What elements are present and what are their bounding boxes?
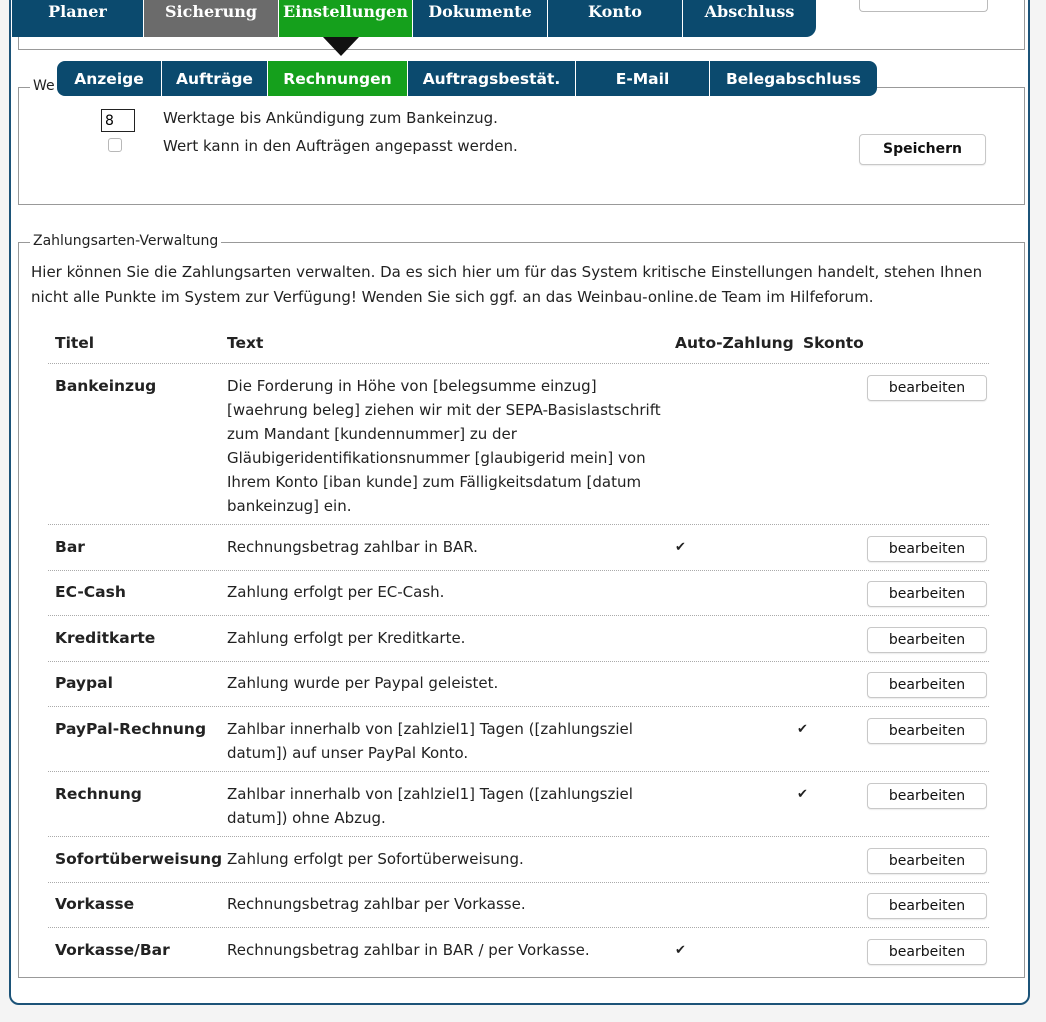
- column-header-text: Text: [227, 334, 264, 352]
- sub-nav: [57, 61, 877, 96]
- table-row: [48, 836, 989, 883]
- zahlungsarten-legend: Zahlungsarten-Verwaltung: [30, 233, 221, 249]
- edit-button[interactable]: bearbeiten: [867, 672, 987, 698]
- edit-button[interactable]: bearbeiten: [867, 848, 987, 874]
- table-row: [48, 363, 989, 525]
- payment-title: Kreditkarte: [55, 629, 156, 647]
- table-row: [48, 771, 989, 837]
- column-header-auto: Auto-Zahlung: [675, 334, 794, 352]
- sub-tab-auftraege[interactable]: Aufträge: [162, 61, 268, 96]
- table-row: [48, 882, 989, 928]
- bankeinzug-days-input[interactable]: [101, 109, 135, 132]
- payment-title: Paypal: [55, 674, 113, 692]
- payment-text: Zahlung wurde per Paypal geleistet.: [227, 674, 499, 692]
- skonto-check-icon: ✔: [797, 722, 808, 737]
- column-header-title: Titel: [55, 334, 95, 352]
- sub-tab-rechnungen[interactable]: Rechnungen: [268, 61, 408, 96]
- edit-button[interactable]: bearbeiten: [867, 783, 987, 809]
- main-tab-konto[interactable]: Konto: [548, 0, 683, 37]
- table-row: [48, 706, 989, 772]
- payment-title: Vorkasse: [55, 895, 135, 913]
- table-row: [48, 570, 989, 616]
- table-row: [48, 927, 989, 974]
- payment-text: Zahlung erfolgt per EC-Cash.: [227, 583, 445, 601]
- main-tab-dokumente[interactable]: Dokumente: [413, 0, 548, 37]
- adjustable-checkbox[interactable]: [108, 138, 122, 152]
- zahlungsarten-intro: Hier können Sie die Zahlungsarten verwalten. Da es sich hier um für das System kritische Einstellungen handelt, stehen Ihnen nicht alle Punkte im System zur Verfügung! Wenden Sie sich ggf. an das Weinbau-online.de Team im Hilfeforum.: [31, 263, 983, 306]
- payment-text: Zahlung erfolgt per Kreditkarte.: [227, 629, 466, 647]
- payment-title: Sofortüberweisung: [55, 850, 223, 868]
- main-tab-abschluss[interactable]: Abschluss: [704, 2, 795, 21]
- edit-button[interactable]: bearbeiten: [867, 939, 987, 965]
- table-row: [48, 661, 989, 707]
- main-tab-sicherung[interactable]: Sicherung: [144, 0, 279, 37]
- table-row: [48, 524, 989, 571]
- save-button[interactable]: Speichern: [859, 134, 986, 165]
- payment-title: EC-Cash: [55, 583, 126, 601]
- bankeinzug-legend: We: [30, 78, 58, 94]
- adjustable-label: Wert kann in den Aufträgen angepasst werden.: [163, 137, 518, 155]
- edit-button[interactable]: bearbeiten: [867, 581, 987, 607]
- edit-button[interactable]: bearbeiten: [867, 627, 987, 653]
- payment-title: Bankeinzug: [55, 377, 157, 395]
- payment-title: PayPal-Rechnung: [55, 720, 207, 738]
- payment-text: Die Forderung in Höhe von [belegsumme einzug] [waehrung beleg] ziehen wir mit der SEPA-Basislastschrift zum Mandant [kundennummer] zu der Gläubigeridentifikationsnummer [glaubigerid mein] von Ihrem Konto [iban kunde] zum Fälligkeitsdatum [datum bankeinzug] ein.: [227, 377, 661, 515]
- payment-text: Zahlung erfolgt per Sofortüberweisung.: [227, 850, 524, 868]
- active-tab-pointer-icon: [323, 37, 359, 56]
- edit-button[interactable]: bearbeiten: [867, 536, 987, 562]
- skonto-check-icon: ✔: [797, 787, 808, 802]
- payment-text: Zahlbar innerhalb von [zahlziel1] Tagen ([zahlungsziel datum]) auf unser PayPal Konto.: [227, 720, 633, 762]
- previous-save-button[interactable]: [859, 0, 988, 12]
- payment-text: Rechnungsbetrag zahlbar in BAR.: [227, 538, 478, 556]
- edit-button[interactable]: bearbeiten: [867, 893, 987, 919]
- bankeinzug-days-label: Werktage bis Ankündigung zum Bankeinzug.: [163, 109, 498, 127]
- payment-text: Zahlbar innerhalb von [zahlziel1] Tagen ([zahlungsziel datum]) ohne Abzug.: [227, 785, 633, 827]
- sub-tab-belegabschluss[interactable]: Belegabschluss: [725, 70, 862, 88]
- payment-title: Vorkasse/Bar: [55, 941, 170, 959]
- main-nav: [12, 0, 816, 37]
- payment-text: Rechnungsbetrag zahlbar per Vorkasse.: [227, 895, 526, 913]
- payment-text: Rechnungsbetrag zahlbar in BAR / per Vorkasse.: [227, 941, 590, 959]
- column-header-skonto: Skonto: [803, 334, 864, 352]
- main-tab-planer[interactable]: Planer: [12, 0, 144, 37]
- edit-button[interactable]: bearbeiten: [867, 375, 987, 401]
- sub-tab-anzeige[interactable]: Anzeige: [57, 61, 162, 96]
- table-row: [48, 615, 989, 662]
- sub-tab-auftragsbestaet[interactable]: Auftragsbestät.: [408, 61, 576, 96]
- payment-title: Rechnung: [55, 785, 142, 803]
- edit-button[interactable]: bearbeiten: [867, 718, 987, 744]
- main-tab-einstellungen[interactable]: Einstellungen: [279, 0, 413, 37]
- auto-payment-check-icon: ✔: [675, 540, 686, 555]
- sub-tab-email[interactable]: E-Mail: [576, 61, 710, 96]
- auto-payment-check-icon: ✔: [675, 943, 686, 958]
- payment-title: Bar: [55, 538, 85, 556]
